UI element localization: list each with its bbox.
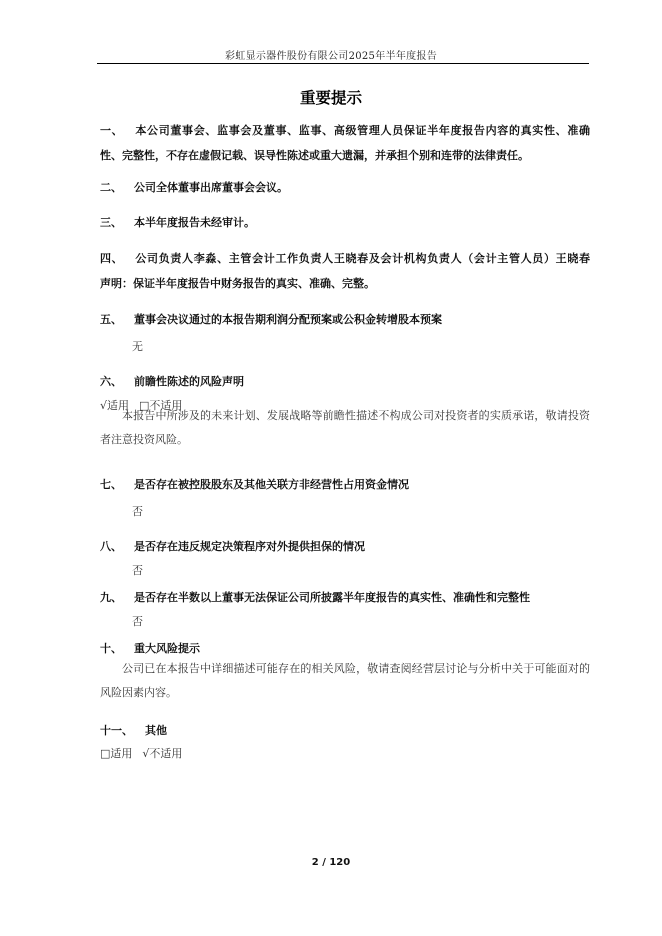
item-6-body: 本报告中所涉及的未来计划、发展战略等前瞻性描述不构成公司对投资者的实质承诺，敬请投资者注意投资风险。 [100, 409, 590, 446]
item-text-continued: 性、完整性，不存在虚假记载、误导性陈述或重大遗漏，并承担个别和连带的法律责任。 [100, 149, 529, 162]
item-7-answer: 否 [132, 505, 143, 518]
item-text: 是否存在被控股股东及其他关联方非经营性占用资金情况 [134, 478, 409, 491]
item-text: 公司全体董事出席董事会会议。 [134, 181, 288, 194]
item-number: 一、 [100, 124, 124, 137]
option-not-applicable: √不适用 [142, 747, 183, 760]
item-3 [100, 210, 590, 235]
item-6 [100, 369, 590, 394]
item-text: 其他 [145, 724, 167, 737]
section-title: 重要提示 [299, 88, 362, 107]
item-5 [100, 307, 590, 332]
item-number: 五、 [100, 313, 122, 326]
item-11 [100, 718, 590, 743]
item-number: 三、 [100, 216, 122, 229]
item-9-answer: 否 [132, 615, 143, 628]
item-number: 二、 [100, 181, 122, 194]
item-number: 十一、 [100, 724, 133, 737]
option-not-applicable: □不适用 [139, 399, 183, 412]
item-text: 前瞻性陈述的风险声明 [134, 375, 244, 388]
item-9 [100, 585, 590, 610]
item-4 [100, 246, 590, 296]
item-number: 八、 [100, 540, 122, 553]
item-number: 四、 [100, 252, 124, 265]
item-7 [100, 472, 590, 497]
item-text: 本半年度报告未经审计。 [134, 216, 255, 229]
item-number: 六、 [100, 375, 122, 388]
page-number: 2 / 120 [311, 857, 351, 868]
item-number: 十、 [100, 642, 122, 655]
item-1 [100, 118, 590, 168]
item-number: 七、 [100, 478, 122, 491]
option-applicable: √适用 [100, 399, 130, 412]
item-text: 董事会决议通过的本报告期利润分配预案或公积金转增股本预案 [134, 313, 442, 326]
running-header: 彩虹显示器件股份有限公司2025年半年度报告 [224, 51, 438, 62]
item-text: 公司负责人李淼、主管会计工作负责人王晓春及会计机构负责人（会计主管人员）王晓春 [135, 252, 591, 265]
item-10-body: 公司已在本报告中详细描述可能存在的相关风险，敬请查阅经营层讨论与分析中关于可能面对的风险因素内容。 [100, 662, 590, 699]
item-8-answer: 否 [132, 564, 143, 577]
item-text: 是否存在违反规定决策程序对外提供担保的情况 [134, 540, 365, 553]
item-2 [100, 175, 590, 200]
item-8 [100, 534, 590, 559]
item-text: 是否存在半数以上董事无法保证公司所披露半年度报告的真实性、准确性和完整性 [134, 591, 530, 604]
item-11-options [100, 745, 182, 761]
item-number: 九、 [100, 591, 122, 604]
item-text-continued: 声明：保证半年度报告中财务报告的真实、准确、完整。 [100, 277, 375, 290]
option-applicable: □适用 [100, 747, 133, 760]
item-5-answer: 无 [132, 340, 143, 353]
header-divider [97, 63, 589, 64]
item-text: 重大风险提示 [134, 642, 200, 655]
item-text: 本公司董事会、监事会及董事、监事、高级管理人员保证半年度报告内容的真实性、准确 [135, 124, 591, 137]
